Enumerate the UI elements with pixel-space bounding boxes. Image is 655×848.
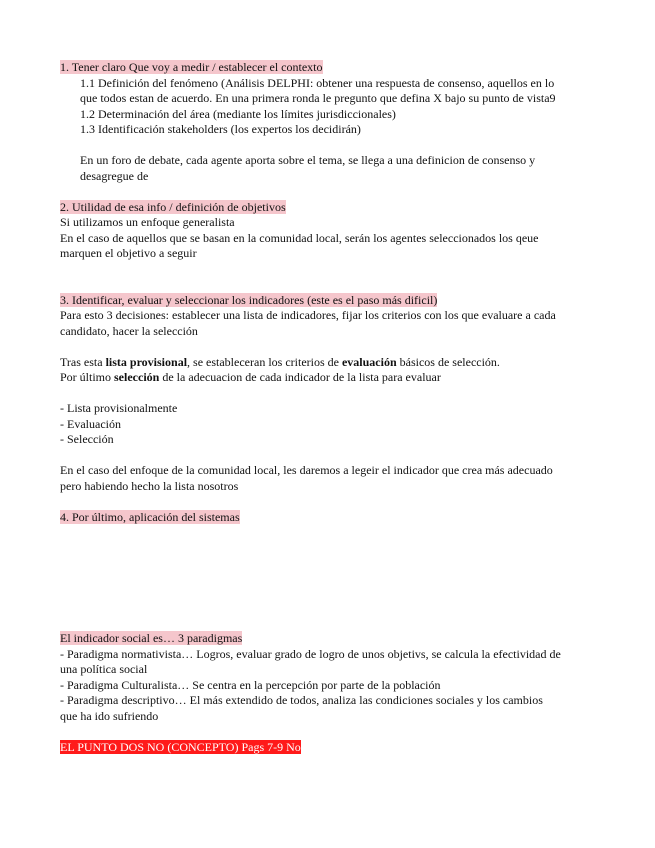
section-2-line-1: Si utilizamos un enfoque generalista [60,215,235,229]
item-1-2: 1.2 Determinación del área (mediante los límites jurisdiccionales) [80,106,396,121]
section-2-line-2a: En el caso de aquellos que se basan en la comunidad local, serán los agentes seleccionados los qeue [60,230,539,245]
section-3-line-4a: En el caso del enfoque de la comunidad local, les daremos a legeir el indicador que crea más adecuado [60,463,553,477]
line-3-pre: Por último [60,370,115,384]
spacer [60,494,600,510]
spacer [60,184,600,200]
spacer [60,724,600,740]
section-4-heading-text: 4. Por último, aplicación del sistemas [60,509,240,524]
paradigm-3-line-b: que ha ido sufriendo [60,708,159,723]
list-item-3: - Selección [60,432,114,446]
forum-line-b: desagregue de [80,168,149,183]
line-3-post: de la adecuacion de cada indicador de la lista para evaluar [159,370,441,384]
red-note-text: EL PUNTO DOS NO (CONCEPTO) Pags 7-9 No [60,739,301,754]
indicator-heading [60,631,600,647]
indicator-heading-text: El indicador social es… 3 paradigmas [60,631,243,645]
list-item-2: - Evaluación [60,416,121,431]
section-4-heading [60,510,600,526]
seleccion-bold: selección [114,370,160,384]
spacer [60,448,600,464]
section-3-line-1b: candidato, hacer la selección [60,323,198,338]
section-1-heading-text: 1. Tener claro Que voy a medir / establecer el contexto [60,60,323,74]
section-3-line-3 [60,370,600,386]
line-2-post: básicos de selección. [396,354,500,369]
paradigm-3-line-a: - Paradigma descriptivo… El más extendido de todos, analiza las condiciones sociales y los cambios [60,693,543,707]
item-1-1-line-a: 1.1 Definición del fenómeno (Análisis DELPHI: obtener una respuesta de consenso, aquellos en lo [80,75,555,90]
blank-area [60,525,600,631]
section-3-heading-text: 3. Identificar, evaluar y seleccionar los indicadores (este es el paso más dificil) [60,292,438,307]
item-1-1-line-b: que todos estan de acuerdo. En una primera ronda le pregunto que defina X bajo su punto de vista9 [80,91,556,105]
evaluacion-bold: evaluación [341,354,397,369]
section-3-line-1a: Para esto 3 decisiones: establecer una lista de indicadores, fijar los criterios con los que evaluare a cada [60,308,556,322]
spacer [60,138,600,154]
list-item-1: - Lista provisionalmente [60,401,178,415]
paradigm-1-line-b: una política social [60,662,148,676]
section-2-heading [60,200,600,216]
spacer [60,277,600,293]
section-3-line-2 [60,355,600,371]
section-3-line-4b: pero habiendo hecho la lista nosotros [60,478,239,493]
forum-line-a: En un foro de debate, cada agente aporta sobre el tema, se llega a una definicion de consenso y [80,153,536,167]
red-note [60,740,600,756]
paradigm-1-line-a: - Paradigma normativista… Logros, evaluar grado de logro de unos objetivs, se calcula la efectividad de [60,646,561,661]
spacer [60,262,600,278]
section-1-heading [60,60,600,76]
item-1-3: 1.3 Identificación stakeholders (los expertos los decidirán) [80,122,361,136]
section-2-line-2b: marquen el objetivo a seguir [60,246,197,260]
paradigm-2: - Paradigma Culturalista… Se centra en la percepción por parte de la población [60,677,441,692]
section-3-heading [60,293,600,309]
line-2-pre: Tras esta [60,354,106,369]
section-2-heading-text: 2. Utilidad de esa info / definición de objetivos [60,199,286,214]
spacer [60,386,600,402]
line-2-mid: , se estableceran los criterios de [187,354,342,369]
document-page [60,60,600,755]
spacer [60,339,600,355]
lista-provisional-bold: lista provisional [105,354,188,369]
